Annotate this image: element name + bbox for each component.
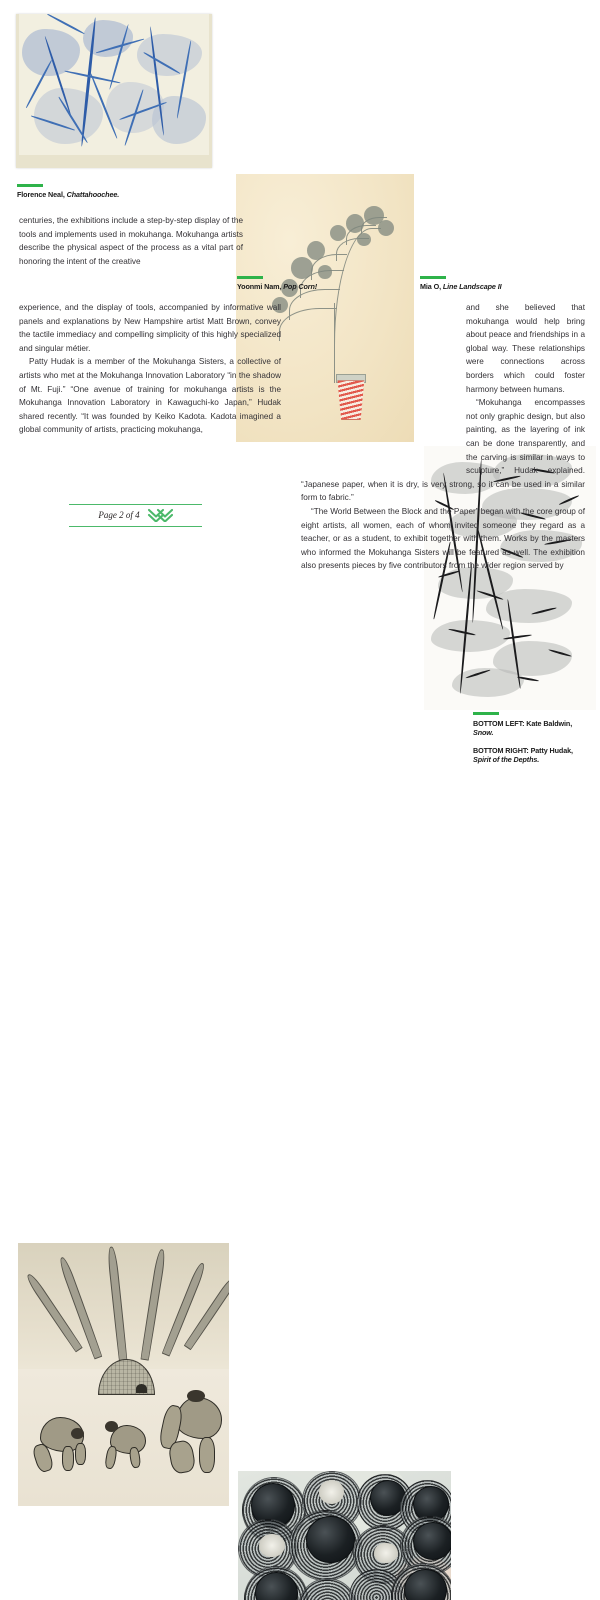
- artwork-image-snow: [18, 1243, 229, 1506]
- caption-rule: [17, 184, 43, 187]
- caption-artist: Florence Neal,: [17, 190, 67, 199]
- figure: [157, 1388, 229, 1483]
- caption-bottom-left: [473, 719, 585, 737]
- paragraph: Patty Hudak is a member of the Mokuhanga Sisters, a collective of artists who met at the Mokuhanga Innovation Laboratory “in the shadow of Mt. Fuji.” “One avenue of training for mokuhanga artists is the Mokuhanga Innovation Laboratory in Kawaguchi-ko Japan,” Hudak shared recently. “It was founded by Keiko Kadota. Kadota imagined a global community of artists, practicing mokuhanga,: [19, 357, 281, 435]
- caption-artist: Mia O,: [420, 282, 443, 291]
- figure: [98, 1417, 157, 1477]
- artwork-image-chattahoochee: [8, 4, 220, 178]
- artwork-image-spirit-of-the-depths: [238, 1471, 451, 1600]
- article-right-column: [301, 301, 585, 571]
- page-indicator[interactable]: [69, 504, 202, 527]
- article-left-column-narrow: [19, 214, 243, 268]
- caption-lead: BOTTOM RIGHT:: [473, 746, 531, 755]
- text-wrap-spacer: [301, 301, 466, 477]
- caption-title: Line Landscape II: [442, 282, 502, 291]
- caption-chattahoochee: [17, 184, 207, 199]
- caption-rule: [420, 276, 446, 279]
- caption-artist: Patty Hudak,: [530, 746, 573, 755]
- paragraph: “The World Between the Block and the Paper” began with the core group of eight artists, all women, each of whom invited someone they regard as a teacher, or as a student, to exhibit together with them. Works by the masters who informed the Mokuhanga Sisters will be featured as well. The exhibition also presents pieces by five contributors from the wider region served by: [301, 506, 585, 571]
- bottom-captions-block: [473, 712, 585, 764]
- caption-lead: BOTTOM LEFT:: [473, 719, 527, 728]
- caption-artist: Yoonmi Nam,: [237, 282, 284, 291]
- paragraph: centuries, the exhibitions include a step-by-step display of the tools and implements used in mokuhanga. Mokuhanga artists describe the physical aspect of the process as a vital part of honoring the intent of the creative: [19, 216, 243, 266]
- figure: [31, 1411, 99, 1479]
- paragraph: experience, and the display of tools, accompanied by informative wall panels and explanations by New Hampshire artist Matt Brown, convey the tactile immediacy and compelling simplicity of this highly specialized and singular métier.: [19, 303, 281, 353]
- caption-artist: Kate Baldwin,: [526, 719, 573, 728]
- article-left-column-wide: [19, 301, 281, 437]
- caption-title: Pop Corn!: [283, 282, 318, 291]
- caption-title: Spirit of the Depths.: [473, 755, 540, 764]
- caption-line-landscape: [420, 276, 595, 291]
- double-chevron-down-icon: [147, 508, 173, 522]
- page-indicator-label: Page 2 of 4: [98, 510, 140, 520]
- caption-title: Chattahoochee.: [66, 190, 120, 199]
- caption-rule: [237, 276, 263, 279]
- paragraph: and she believed that mokuhanga would help bring about peace and friendships in a global way. These relationships were connections across borders which could foster harmony between humans.: [466, 303, 585, 394]
- caption-rule: [473, 712, 499, 715]
- caption-bottom-right: [473, 746, 585, 764]
- caption-title: Snow.: [473, 728, 494, 737]
- caption-pop-corn: [237, 276, 412, 291]
- paragraph: “Mokuhanga encompasses not only graphic design, but also painting, as the layering of ink can be done transparently, and the carving is similar in ways to sculpture,” Hudak explained. “Japanese paper, when it is dry, is very strong, so it can be used in a similar form to fabric.”: [301, 398, 585, 503]
